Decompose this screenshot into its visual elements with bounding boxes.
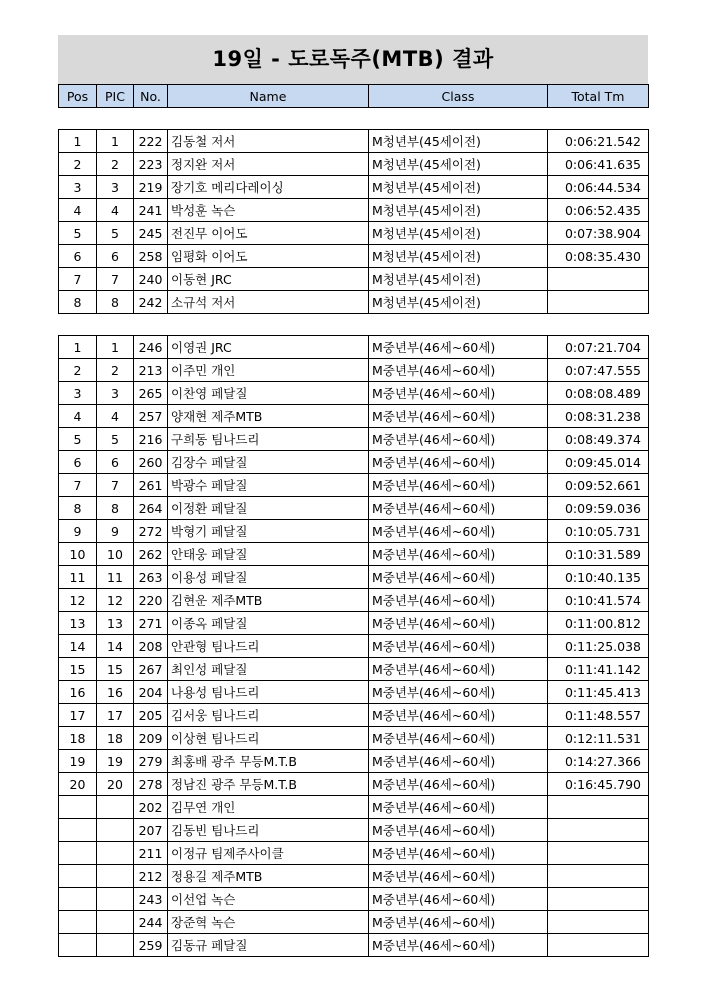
pic-cell [97,888,134,911]
table-row [59,336,649,359]
table-row [59,130,649,153]
name-cell: 김서웅 팀나드리 [168,704,369,727]
table-row [59,934,649,957]
group-spacer [59,314,649,336]
bib-number-cell: 242 [134,291,168,314]
pic-cell: 15 [97,658,134,681]
total-time-cell: 0:06:52.435 [548,199,649,222]
table-row [59,222,649,245]
bib-number-cell: 240 [134,268,168,291]
pos-cell: 12 [59,589,97,612]
total-time-cell: 0:07:47.555 [548,359,649,382]
group-spacer [59,108,649,130]
pic-cell: 20 [97,773,134,796]
results-table [58,84,649,957]
pos-cell: 14 [59,635,97,658]
name-cell: 김동빈 팀나드리 [168,819,369,842]
total-time-cell [548,291,649,314]
total-time-cell: 0:11:41.142 [548,658,649,681]
class-cell: M중년부(46세~60세) [369,543,548,566]
total-time-cell: 0:11:00.812 [548,612,649,635]
name-cell: 정남진 광주 무등M.T.B [168,773,369,796]
class-cell: M중년부(46세~60세) [369,336,548,359]
bib-number-cell: 279 [134,750,168,773]
class-cell: M청년부(45세이전) [369,176,548,199]
class-cell: M중년부(46세~60세) [369,474,548,497]
pos-cell: 7 [59,268,97,291]
total-time-cell: 0:12:11.531 [548,727,649,750]
pic-cell: 9 [97,520,134,543]
class-cell: M중년부(46세~60세) [369,819,548,842]
table-row [59,658,649,681]
pos-cell: 15 [59,658,97,681]
pic-cell: 14 [97,635,134,658]
bib-number-cell: 245 [134,222,168,245]
name-cell: 이정규 팀제주사이클 [168,842,369,865]
pic-cell: 7 [97,474,134,497]
table-row [59,727,649,750]
table-row [59,842,649,865]
spacer-cell [59,108,97,130]
name-cell: 이동현 JRC [168,268,369,291]
name-cell: 박광수 페달질 [168,474,369,497]
spacer-cell [369,108,548,130]
class-cell: M중년부(46세~60세) [369,612,548,635]
class-cell: M중년부(46세~60세) [369,842,548,865]
name-cell: 김동철 저서 [168,130,369,153]
total-time-cell: 0:06:44.534 [548,176,649,199]
total-time-cell: 0:10:41.574 [548,589,649,612]
name-cell: 이용성 페달질 [168,566,369,589]
pic-cell [97,934,134,957]
pos-cell: 5 [59,428,97,451]
class-cell: M중년부(46세~60세) [369,934,548,957]
pic-cell: 2 [97,359,134,382]
pic-cell: 12 [97,589,134,612]
pic-cell: 10 [97,543,134,566]
bib-number-cell: 262 [134,543,168,566]
bib-number-cell: 204 [134,681,168,704]
total-time-cell [548,934,649,957]
pic-cell: 18 [97,727,134,750]
bib-number-cell: 202 [134,796,168,819]
bib-number-cell: 265 [134,382,168,405]
results-body [59,108,649,957]
bib-number-cell: 208 [134,635,168,658]
pic-cell: 2 [97,153,134,176]
name-cell: 최홍배 광주 무등M.T.B [168,750,369,773]
name-cell: 안태웅 페달질 [168,543,369,566]
name-cell: 김동규 페달질 [168,934,369,957]
pic-cell: 6 [97,451,134,474]
name-cell: 정용길 제주MTB [168,865,369,888]
name-cell: 김무연 개인 [168,796,369,819]
name-cell: 장기호 메리다레이싱 [168,176,369,199]
class-cell: M중년부(46세~60세) [369,520,548,543]
class-cell: M중년부(46세~60세) [369,589,548,612]
class-cell: M중년부(46세~60세) [369,658,548,681]
bib-number-cell: 243 [134,888,168,911]
total-time-cell: 0:11:45.413 [548,681,649,704]
name-cell: 이주민 개인 [168,359,369,382]
bib-number-cell: 216 [134,428,168,451]
total-time-cell: 0:10:05.731 [548,520,649,543]
bib-number-cell: 219 [134,176,168,199]
pic-cell: 1 [97,336,134,359]
bib-number-cell: 267 [134,658,168,681]
pic-cell: 8 [97,497,134,520]
class-cell: M중년부(46세~60세) [369,359,548,382]
total-time-cell: 0:09:45.014 [548,451,649,474]
table-row [59,888,649,911]
header-no: No. [134,85,168,108]
table-row [59,245,649,268]
pic-cell [97,911,134,934]
name-cell: 임평화 이어도 [168,245,369,268]
pos-cell: 4 [59,405,97,428]
bib-number-cell: 209 [134,727,168,750]
table-row [59,704,649,727]
bib-number-cell: 223 [134,153,168,176]
pic-cell: 5 [97,222,134,245]
bib-number-cell: 244 [134,911,168,934]
pic-cell: 8 [97,291,134,314]
name-cell: 장준혁 녹슨 [168,911,369,934]
bib-number-cell: 278 [134,773,168,796]
total-time-cell: 0:09:52.661 [548,474,649,497]
bib-number-cell: 260 [134,451,168,474]
total-time-cell [548,842,649,865]
pos-cell: 5 [59,222,97,245]
table-row [59,589,649,612]
total-time-cell: 0:10:31.589 [548,543,649,566]
class-cell: M중년부(46세~60세) [369,704,548,727]
class-cell: M청년부(45세이전) [369,268,548,291]
pos-cell [59,865,97,888]
name-cell: 이상현 팀나드리 [168,727,369,750]
spacer-cell [97,314,134,336]
total-time-cell: 0:06:41.635 [548,153,649,176]
pos-cell: 1 [59,336,97,359]
class-cell: M중년부(46세~60세) [369,865,548,888]
table-row [59,405,649,428]
page-title: 19일 - 도로독주(MTB) 결과 [58,35,648,84]
header-name: Name [168,85,369,108]
class-cell: M청년부(45세이전) [369,291,548,314]
name-cell: 김장수 페달질 [168,451,369,474]
name-cell: 안관형 팀나드리 [168,635,369,658]
spacer-cell [97,108,134,130]
pos-cell: 2 [59,359,97,382]
pic-cell: 3 [97,382,134,405]
pos-cell: 3 [59,382,97,405]
name-cell: 정지완 저서 [168,153,369,176]
total-time-cell: 0:11:48.557 [548,704,649,727]
pos-cell [59,819,97,842]
table-row [59,153,649,176]
header-class: Class [369,85,548,108]
table-row [59,176,649,199]
class-cell: M청년부(45세이전) [369,153,548,176]
total-time-cell [548,865,649,888]
class-cell: M중년부(46세~60세) [369,451,548,474]
name-cell: 박성훈 녹슨 [168,199,369,222]
pos-cell [59,796,97,819]
total-time-cell [548,268,649,291]
total-time-cell: 0:08:49.374 [548,428,649,451]
table-row [59,796,649,819]
pos-cell [59,888,97,911]
table-row [59,911,649,934]
total-time-cell: 0:07:38.904 [548,222,649,245]
name-cell: 이정환 페달질 [168,497,369,520]
class-cell: M청년부(45세이전) [369,199,548,222]
bib-number-cell: 212 [134,865,168,888]
class-cell: M중년부(46세~60세) [369,750,548,773]
bib-number-cell: 220 [134,589,168,612]
pic-cell: 7 [97,268,134,291]
header-pic: PIC [97,85,134,108]
total-time-cell: 0:07:21.704 [548,336,649,359]
name-cell: 이선업 녹슨 [168,888,369,911]
total-time-cell: 0:11:25.038 [548,635,649,658]
pic-cell: 11 [97,566,134,589]
pic-cell: 13 [97,612,134,635]
table-row [59,819,649,842]
spacer-cell [59,314,97,336]
pos-cell [59,911,97,934]
spacer-cell [369,314,548,336]
total-time-cell [548,819,649,842]
table-row [59,750,649,773]
bib-number-cell: 259 [134,934,168,957]
bib-number-cell: 205 [134,704,168,727]
class-cell: M중년부(46세~60세) [369,727,548,750]
spacer-cell [548,314,649,336]
name-cell: 나용성 팀나드리 [168,681,369,704]
header-pos: Pos [59,85,97,108]
class-cell: M중년부(46세~60세) [369,566,548,589]
table-row [59,520,649,543]
pos-cell: 8 [59,497,97,520]
bib-number-cell: 271 [134,612,168,635]
total-time-cell: 0:06:21.542 [548,130,649,153]
name-cell: 이영권 JRC [168,336,369,359]
class-cell: M중년부(46세~60세) [369,911,548,934]
total-time-cell: 0:10:40.135 [548,566,649,589]
spacer-cell [168,108,369,130]
table-row [59,382,649,405]
total-time-cell: 0:16:45.790 [548,773,649,796]
pic-cell: 16 [97,681,134,704]
pos-cell: 4 [59,199,97,222]
bib-number-cell: 222 [134,130,168,153]
table-row [59,451,649,474]
bib-number-cell: 241 [134,199,168,222]
name-cell: 김현운 제주MTB [168,589,369,612]
class-cell: M중년부(46세~60세) [369,888,548,911]
table-row [59,474,649,497]
pos-cell: 11 [59,566,97,589]
pos-cell: 7 [59,474,97,497]
pic-cell: 19 [97,750,134,773]
bib-number-cell: 263 [134,566,168,589]
pos-cell: 9 [59,520,97,543]
pos-cell: 10 [59,543,97,566]
bib-number-cell: 258 [134,245,168,268]
table-row [59,199,649,222]
name-cell: 이찬영 페달질 [168,382,369,405]
pic-cell: 4 [97,405,134,428]
header-row [59,85,649,108]
pic-cell: 6 [97,245,134,268]
results-sheet [58,35,648,957]
class-cell: M청년부(45세이전) [369,130,548,153]
spacer-cell [134,314,168,336]
name-cell: 구희동 팀나드리 [168,428,369,451]
table-row [59,291,649,314]
pos-cell: 17 [59,704,97,727]
bib-number-cell: 264 [134,497,168,520]
pic-cell: 17 [97,704,134,727]
total-time-cell: 0:14:27.366 [548,750,649,773]
bib-number-cell: 272 [134,520,168,543]
pos-cell: 13 [59,612,97,635]
name-cell: 이종옥 페달질 [168,612,369,635]
pic-cell [97,796,134,819]
pic-cell: 5 [97,428,134,451]
pic-cell: 3 [97,176,134,199]
total-time-cell: 0:09:59.036 [548,497,649,520]
class-cell: M중년부(46세~60세) [369,382,548,405]
name-cell: 소규석 저서 [168,291,369,314]
table-row [59,428,649,451]
pos-cell: 1 [59,130,97,153]
pic-cell [97,842,134,865]
bib-number-cell: 257 [134,405,168,428]
pos-cell: 3 [59,176,97,199]
table-row [59,612,649,635]
class-cell: M청년부(45세이전) [369,245,548,268]
pic-cell [97,819,134,842]
class-cell: M중년부(46세~60세) [369,405,548,428]
spacer-cell [548,108,649,130]
table-row [59,865,649,888]
spacer-cell [134,108,168,130]
total-time-cell [548,888,649,911]
class-cell: M중년부(46세~60세) [369,681,548,704]
bib-number-cell: 211 [134,842,168,865]
table-row [59,359,649,382]
class-cell: M중년부(46세~60세) [369,635,548,658]
table-row [59,497,649,520]
total-time-cell: 0:08:35.430 [548,245,649,268]
pos-cell: 6 [59,451,97,474]
table-row [59,566,649,589]
pic-cell: 1 [97,130,134,153]
table-row [59,543,649,566]
pos-cell: 19 [59,750,97,773]
bib-number-cell: 261 [134,474,168,497]
name-cell: 양재현 제주MTB [168,405,369,428]
pos-cell: 8 [59,291,97,314]
pos-cell [59,842,97,865]
name-cell: 전진무 이어도 [168,222,369,245]
table-row [59,268,649,291]
pos-cell: 20 [59,773,97,796]
bib-number-cell: 246 [134,336,168,359]
class-cell: M중년부(46세~60세) [369,497,548,520]
pos-cell [59,934,97,957]
pic-cell [97,865,134,888]
class-cell: M중년부(46세~60세) [369,796,548,819]
bib-number-cell: 213 [134,359,168,382]
class-cell: M중년부(46세~60세) [369,428,548,451]
total-time-cell [548,796,649,819]
header-total-time: Total Tm [548,85,649,108]
name-cell: 박형기 페달질 [168,520,369,543]
total-time-cell [548,911,649,934]
pos-cell: 2 [59,153,97,176]
class-cell: M중년부(46세~60세) [369,773,548,796]
total-time-cell: 0:08:08.489 [548,382,649,405]
pos-cell: 18 [59,727,97,750]
pos-cell: 6 [59,245,97,268]
pos-cell: 16 [59,681,97,704]
name-cell: 최인성 페달질 [168,658,369,681]
total-time-cell: 0:08:31.238 [548,405,649,428]
bib-number-cell: 207 [134,819,168,842]
class-cell: M청년부(45세이전) [369,222,548,245]
pic-cell: 4 [97,199,134,222]
table-row [59,681,649,704]
table-row [59,773,649,796]
spacer-cell [168,314,369,336]
table-row [59,635,649,658]
